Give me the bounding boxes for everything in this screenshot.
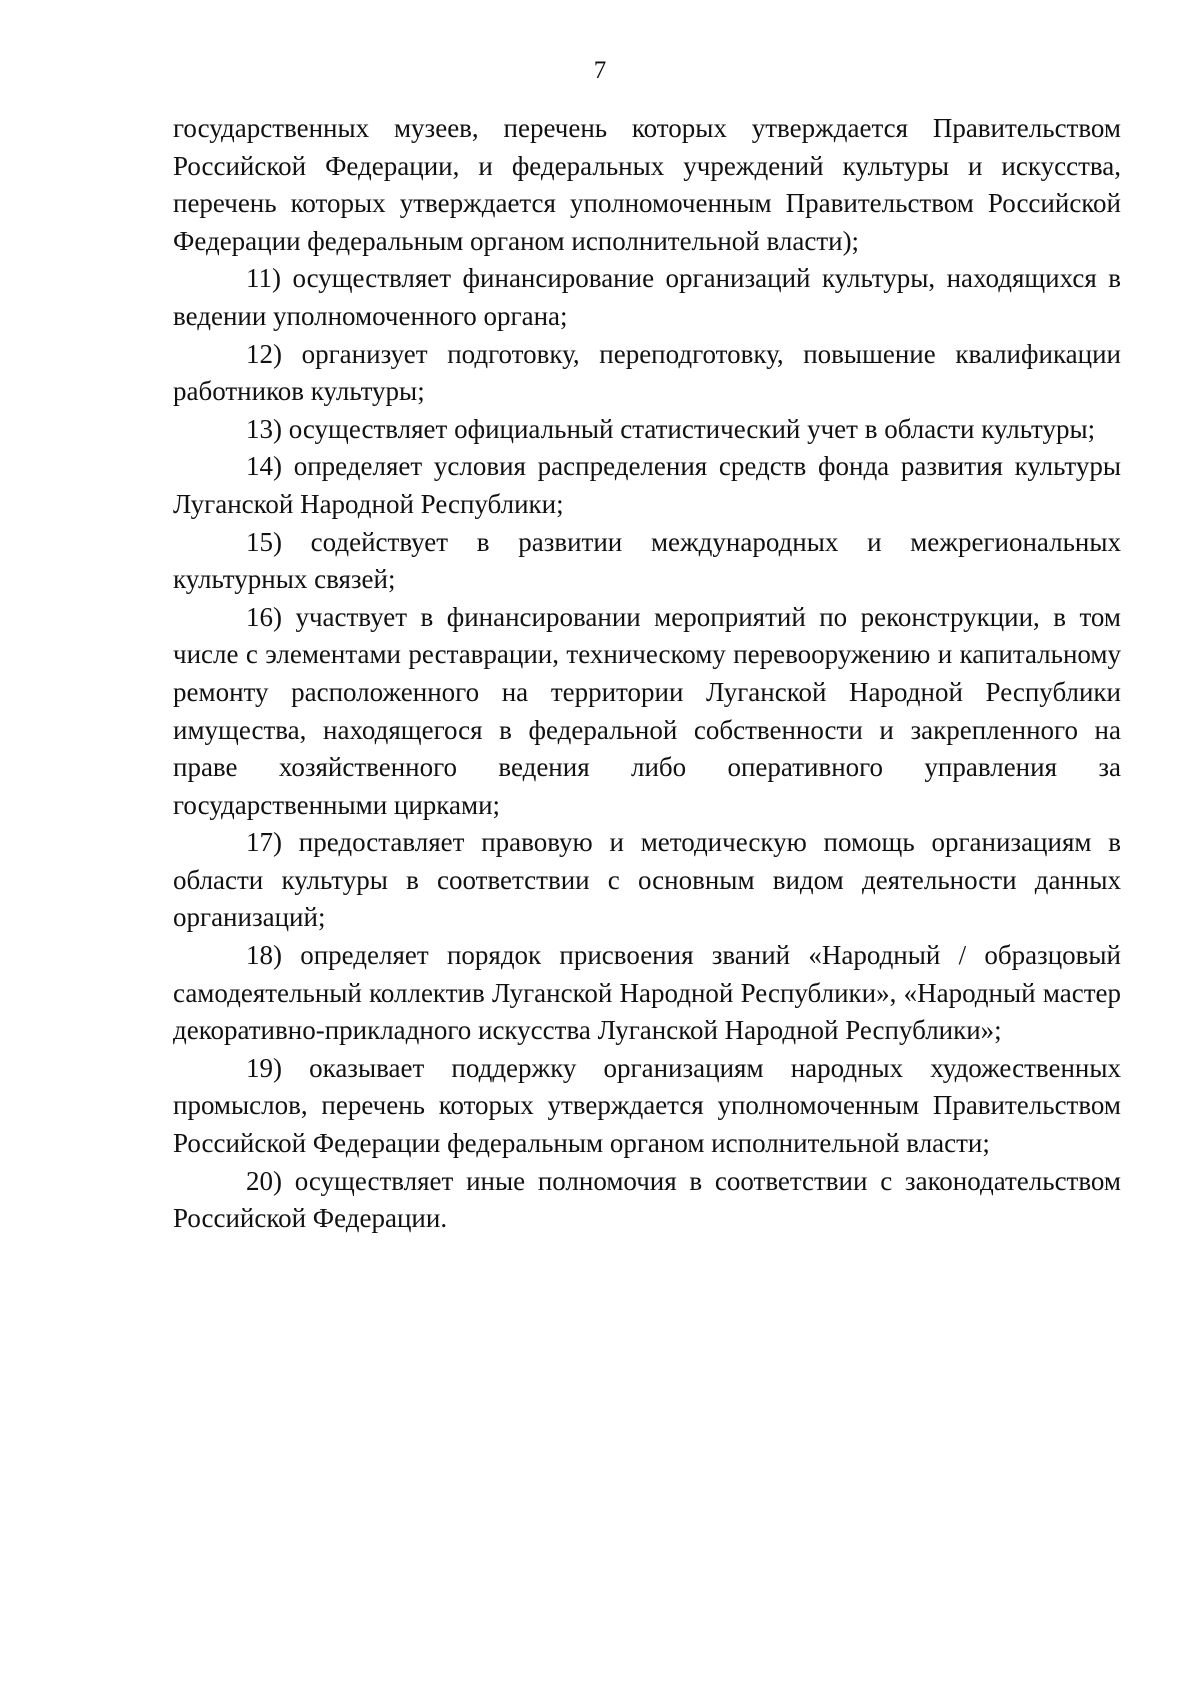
list-item-17: 17) предоставляет правовую и методическую помощь организациям в области культуры в соответствии с основным видом деятельности данных организаций;: [173, 827, 1121, 933]
list-item-15: 15) содействует в развитии международных и межрегиональных культурных связей;: [173, 526, 1121, 595]
list-item-12: 12) организует подготовку, переподготовку, повышение квалификации работников культуры;: [173, 338, 1121, 407]
page-number: 7: [593, 57, 607, 84]
list-item-14: 14) определяет условия распределения средств фонда развития культуры Луганской Народной Республики;: [173, 451, 1121, 519]
paragraph-continuation: государственных музеев, перечень которых утверждается Правительством Российской Федерации, и федеральных учреждений культуры и искусства, перечень которых утверждается уполномоченным Правительством Российской Федерации федеральным органом исполнительной власти);: [173, 113, 1121, 256]
list-item-16: 16) участвует в финансировании мероприятий по реконструкции, в том числе с элементами реставрации, техническому перевооружению и капитальному ремонту расположенного на территории Луганской Народной Республики имущества, находящегося в федеральной собственности и закрепленного на праве хозяйственного ведения либо оперативного управления за государственными цирками;: [173, 601, 1121, 820]
list-item-19: 19) оказывает поддержку организациям народных художественных промыслов, перечень которых утверждается уполномоченным Правительством Российской Федерации федеральным органом исполнительной власти;: [173, 1052, 1121, 1159]
document-body: [173, 110, 1121, 1238]
list-item-18: 18) определяет порядок присвоения званий «Народный / образцовый самодеятельный коллектив Луганской Народной Республики», «Народный мастер декоративно-прикладного искусства Луганской Народной Республики»;: [173, 940, 1121, 1046]
list-item-13: 13) осуществляет официальный статистический учет в области культуры;: [246, 413, 1096, 444]
list-item-11: 11) осуществляет финансирование организаций культуры, находящихся в ведении уполномоченного органа;: [173, 263, 1121, 331]
list-item-20: 20) осуществляет иные полномочия в соответствии с законодательством Российской Федерации.: [173, 1165, 1121, 1234]
